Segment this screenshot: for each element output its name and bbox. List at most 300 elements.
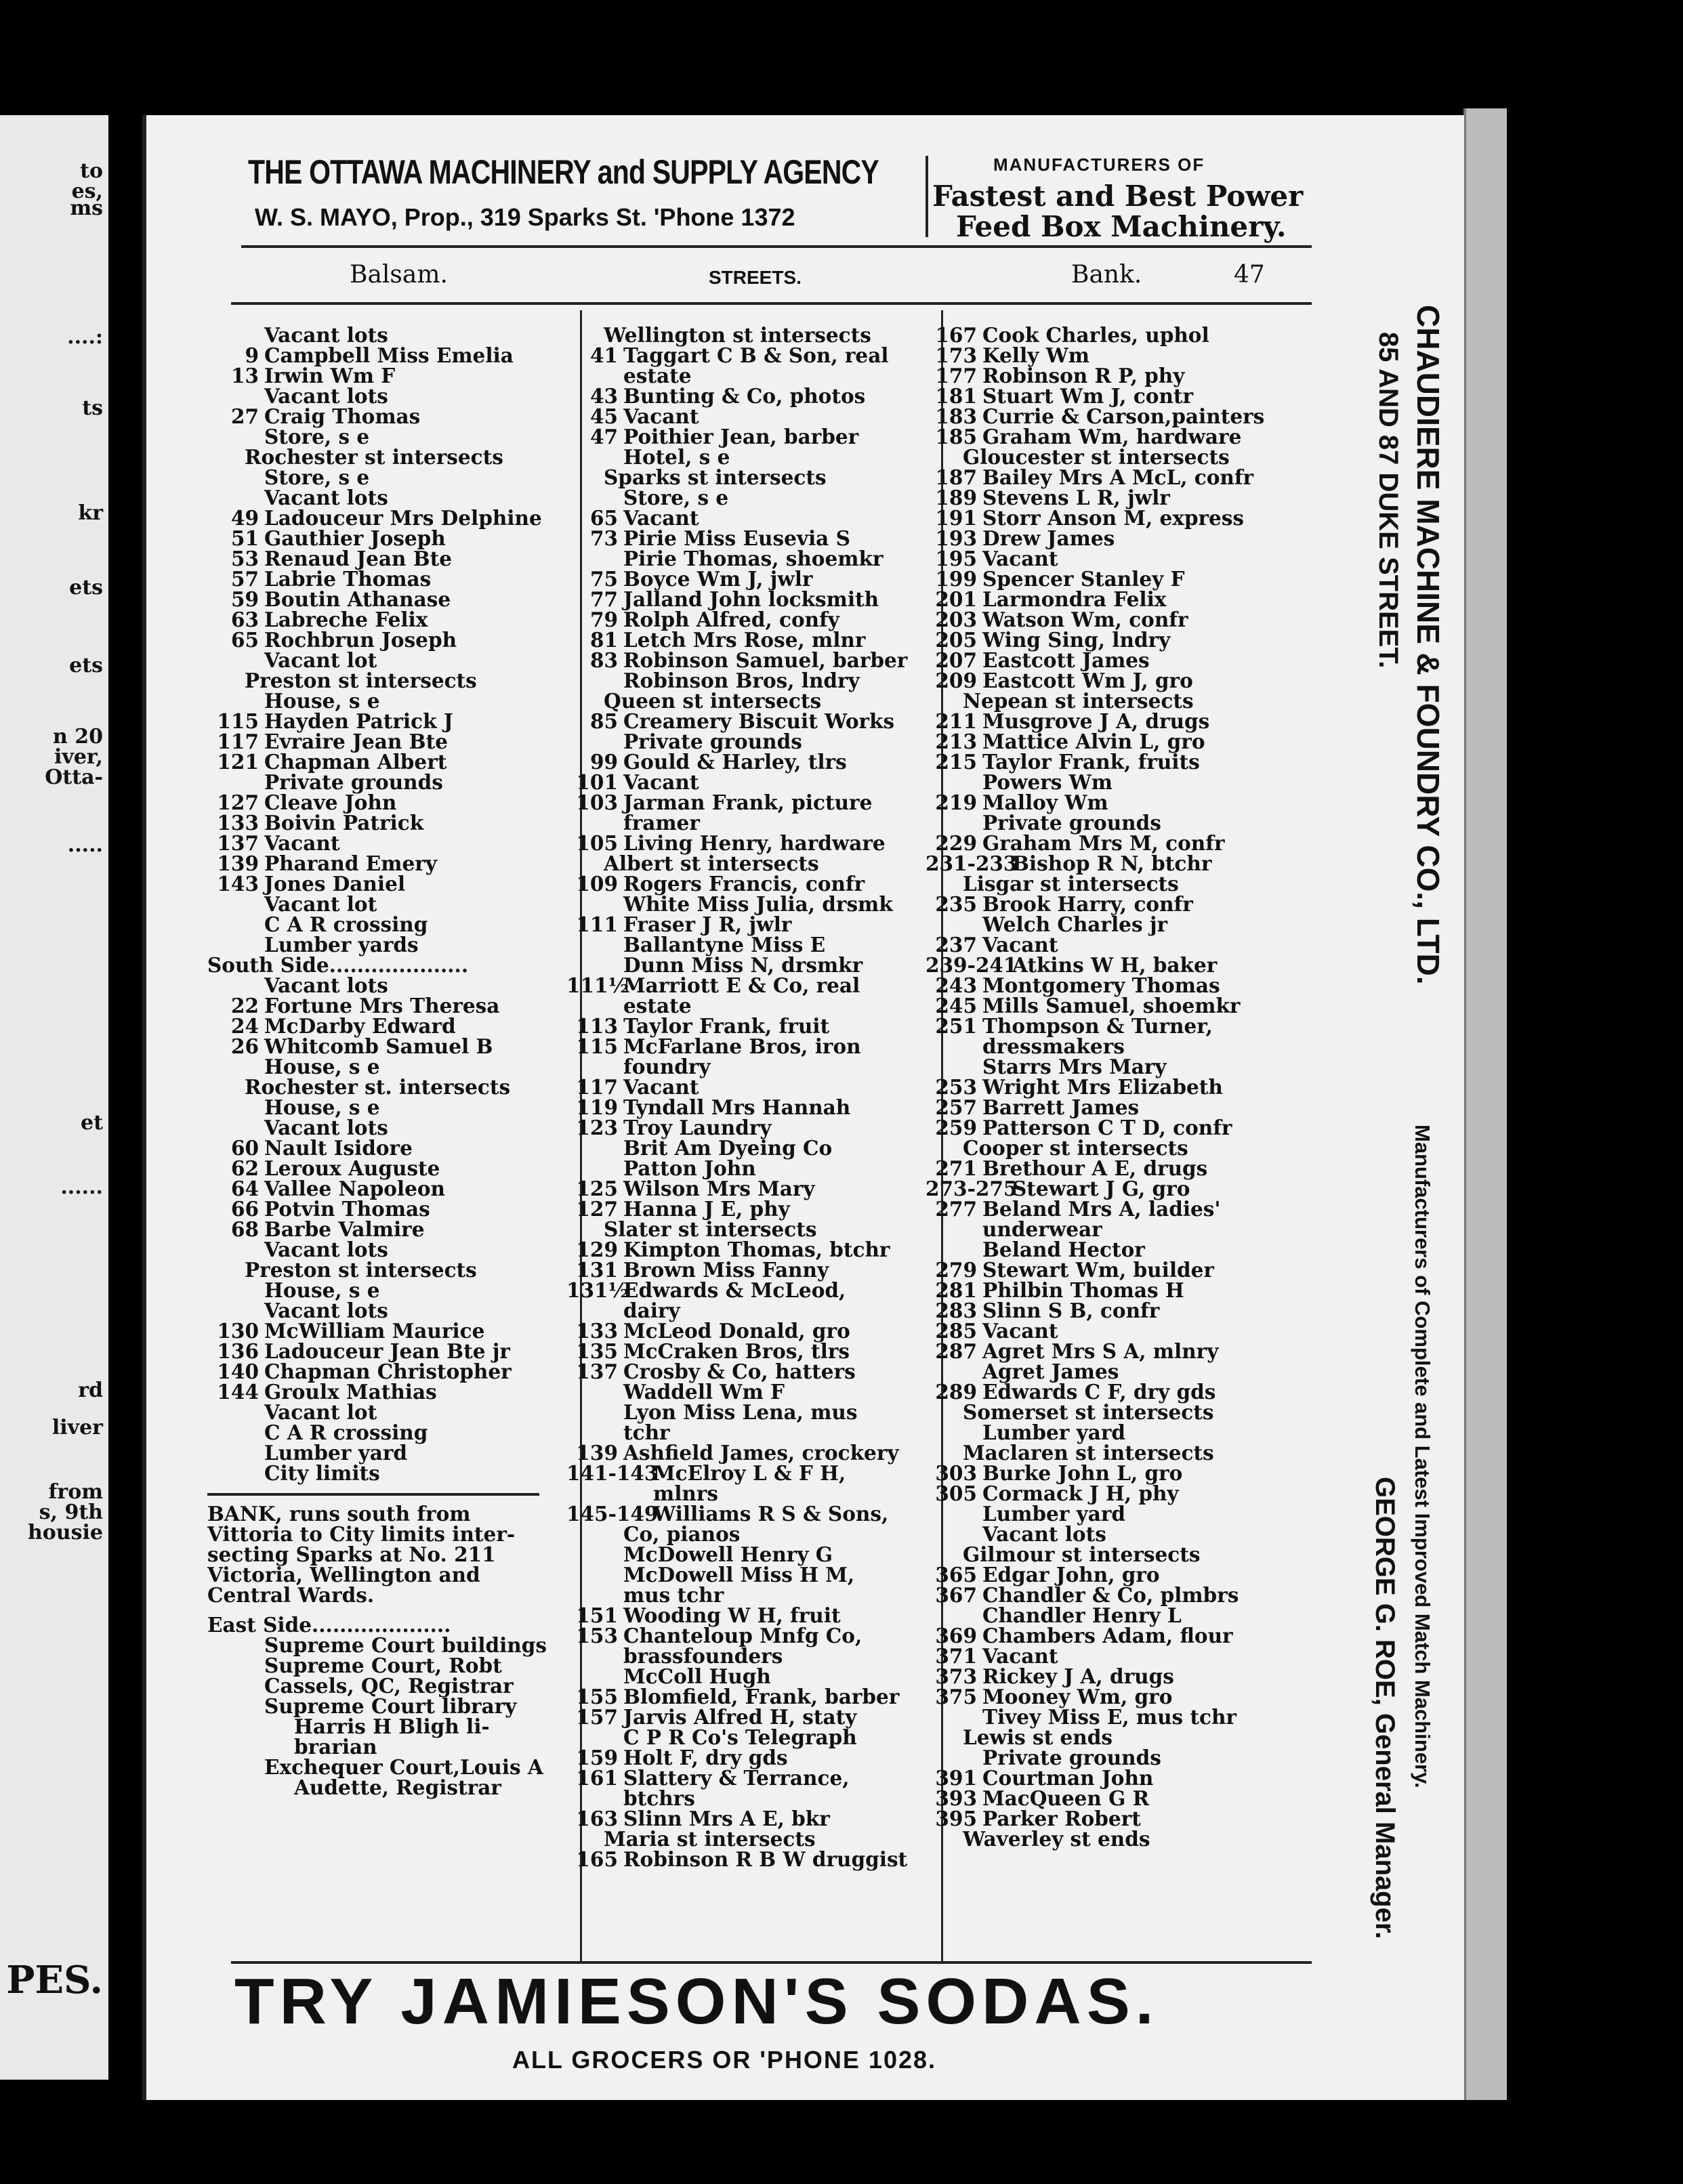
- adjacent-page-fragment: ets: [69, 576, 103, 600]
- header-title: THE OTTAWA MACHINERY and SUPPLY AGENCY: [248, 153, 879, 191]
- directory-entry: [566, 345, 919, 366]
- entry-text: Vacant lots: [264, 1116, 388, 1139]
- entry-text: Co, pianos: [623, 1522, 741, 1546]
- directory-entry: [566, 1118, 919, 1138]
- entry-text: Boivin Patrick: [264, 811, 424, 835]
- directory-entry: [926, 1097, 1278, 1118]
- entry-text: Marriott E & Co, real: [623, 973, 860, 997]
- entry-text: Patton John: [623, 1156, 756, 1180]
- directory-entry: [926, 1016, 1278, 1036]
- entry-text: Chambers Adam, flour: [982, 1624, 1233, 1647]
- entry-text: Lewis st ends: [963, 1725, 1113, 1749]
- entry-text: House, s e: [264, 1055, 380, 1078]
- street-number: 279: [935, 1258, 977, 1282]
- entry-text: Fraser J R, jwlr: [623, 912, 792, 936]
- entry-text: Chapman Christopher: [264, 1360, 512, 1383]
- street-number: 163: [576, 1807, 618, 1830]
- street-number: 73: [589, 526, 618, 550]
- directory-entry: [207, 996, 560, 1016]
- directory-entry: [926, 325, 1278, 345]
- entry-text: Whitcomb Samuel B: [264, 1034, 493, 1058]
- entry-text: Hayden Patrick J: [264, 709, 453, 733]
- header-divider: [926, 156, 928, 237]
- entry-text: McCraken Bros, tlrs: [623, 1339, 850, 1363]
- directory-entry: [926, 589, 1278, 610]
- entry-text: Preston st intersects: [245, 1258, 477, 1282]
- cross-street: [926, 1727, 1278, 1748]
- street-number: 83: [589, 648, 618, 672]
- entry-line: [926, 1423, 1278, 1443]
- street-number: 181: [935, 384, 977, 408]
- entry-text: Vacant: [623, 506, 699, 530]
- footer-rule: [231, 1961, 1312, 1964]
- street-number: 193: [935, 526, 977, 550]
- street-number: 136: [217, 1339, 259, 1363]
- entry-line: [207, 1463, 560, 1484]
- entry-line: [207, 1504, 560, 1524]
- adjacent-page-fragment: .....: [67, 833, 103, 857]
- entry-text: Dunn Miss N, drsmkr: [623, 953, 863, 977]
- header-subtitle: W. S. MAYO, Prop., 319 Sparks St. 'Phone 1372: [255, 203, 795, 231]
- entry-text: Cassels, QC, Registrar: [264, 1674, 514, 1698]
- entry-text: Wooding W H, fruit: [623, 1603, 841, 1627]
- entry-text: Boyce Wm J, jwlr: [623, 567, 813, 591]
- entry-text: Hotel, s e: [623, 445, 730, 469]
- street-number: 173: [935, 343, 977, 367]
- entry-text: MacQueen G R: [982, 1786, 1150, 1810]
- street-number: 243: [935, 973, 977, 997]
- entry-text: Vacant: [982, 933, 1058, 957]
- entry-line: [566, 671, 919, 691]
- street-number: 26: [230, 1034, 259, 1058]
- directory-entry: [926, 488, 1278, 508]
- directory-page: [142, 115, 1464, 2100]
- adjacent-page-fragment: PES.: [6, 1958, 103, 2002]
- footer-subline: ALL GROCERS OR 'PHONE 1028.: [512, 2046, 937, 2074]
- directory-entry: [207, 549, 560, 569]
- entry-line: [207, 772, 560, 793]
- directory-entry: [566, 1260, 919, 1280]
- directory-entry: [566, 874, 919, 894]
- street-number: 119: [576, 1095, 618, 1119]
- entry-text: Supreme Court library: [264, 1694, 517, 1718]
- side-ad-company: CHAUDIERE MACHINE & FOUNDRY CO., LTD.: [1411, 305, 1446, 985]
- entry-text: Rochester st. intersects: [245, 1075, 511, 1099]
- entry-line: [207, 1280, 560, 1301]
- street-number: 177: [935, 364, 977, 387]
- directory-entry: [926, 508, 1278, 528]
- street-number: 231-233: [926, 852, 1018, 875]
- entry-text: brarian: [294, 1735, 377, 1759]
- directory-entry: [566, 1077, 919, 1097]
- entry-text: Stewart Wm, builder: [982, 1258, 1214, 1282]
- directory-entry: [926, 752, 1278, 772]
- entry-text: Taylor Frank, fruits: [982, 750, 1200, 774]
- entry-line: [207, 1778, 560, 1798]
- directory-entry: [566, 610, 919, 630]
- adjacent-page-strip: [0, 115, 108, 2080]
- street-number: 99: [589, 750, 618, 774]
- street-number: 367: [935, 1583, 977, 1607]
- entry-text: Private grounds: [982, 811, 1161, 835]
- street-number: 135: [576, 1339, 618, 1363]
- directory-entry: [926, 1341, 1278, 1362]
- side-advertisement: [1346, 305, 1461, 2039]
- entry-line: [207, 386, 560, 406]
- entry-text: Rickey J A, drugs: [982, 1664, 1174, 1688]
- entry-text: Beland Hector: [982, 1238, 1145, 1261]
- entry-line: [566, 1423, 919, 1443]
- entry-text: Barbe Valmire: [264, 1217, 425, 1241]
- entry-text: Supreme Court buildings: [264, 1633, 547, 1657]
- entry-text: Vacant lots: [982, 1522, 1106, 1546]
- entry-text: Craig Thomas: [264, 404, 421, 428]
- street-number: 133: [576, 1319, 618, 1343]
- street-number: 251: [935, 1014, 977, 1038]
- entry-line: [207, 1097, 560, 1118]
- street-number: 113: [576, 1014, 618, 1038]
- page-number: 47: [1234, 261, 1265, 289]
- cross-street: [566, 854, 919, 874]
- cross-street: [926, 1829, 1278, 1849]
- entry-text: McDarby Edward: [264, 1014, 456, 1038]
- entry-text: mlnrs: [653, 1482, 719, 1505]
- directory-entry: [566, 1280, 919, 1301]
- directory-entry: [926, 406, 1278, 427]
- entry-text: Evraire Jean Bte: [264, 730, 448, 753]
- entry-text: Vacant lot: [264, 648, 377, 672]
- directory-entry: [926, 345, 1278, 366]
- entry-text: Gloucester st intersects: [963, 445, 1230, 469]
- street-number: 365: [935, 1563, 977, 1587]
- directory-entry: [566, 1341, 919, 1362]
- entry-text: Audette, Registrar: [294, 1776, 501, 1799]
- entry-text: Musgrove J A, drugs: [982, 709, 1210, 733]
- directory-entry: [926, 671, 1278, 691]
- street-number: 229: [935, 831, 977, 855]
- entry-text: Kelly Wm: [982, 343, 1089, 367]
- entry-text: foundry: [623, 1055, 711, 1078]
- directory-entry: [926, 427, 1278, 447]
- directory-entry: [926, 1687, 1278, 1707]
- directory-entry: [566, 1748, 919, 1768]
- entry-line: [566, 1158, 919, 1179]
- directory-entry: [207, 1016, 560, 1036]
- entry-text: Campbell Miss Emelia: [264, 343, 514, 367]
- entry-text: Waddell Wm F: [623, 1380, 785, 1404]
- adjacent-page-fragment: housie: [27, 1521, 103, 1545]
- column-3: [926, 325, 1278, 1849]
- directory-entry: [566, 1463, 919, 1484]
- street-number: 201: [935, 587, 977, 611]
- directory-entry: [207, 630, 560, 650]
- directory-entry: [926, 1280, 1278, 1301]
- directory-entry: [926, 1321, 1278, 1341]
- entry-text: Vacant: [264, 831, 340, 855]
- entry-text: Welch Charles jr: [982, 912, 1168, 936]
- entry-text: White Miss Julia, drsmk: [623, 892, 893, 916]
- directory-entry: [566, 386, 919, 406]
- header-slogan-line1: Fastest and Best Power: [932, 180, 1304, 213]
- entry-line: [566, 1301, 919, 1321]
- directory-entry: [566, 427, 919, 447]
- entry-text: Rochester st intersects: [245, 445, 503, 469]
- entry-line: [207, 1585, 560, 1605]
- street-number: 65: [589, 506, 618, 530]
- entry-text: Bishop R N, btchr: [1012, 852, 1212, 875]
- street-number: 187: [935, 465, 977, 489]
- entry-text: Pirie Miss Eusevia S: [623, 526, 850, 550]
- directory-entry: [926, 732, 1278, 752]
- directory-entry: [207, 752, 560, 772]
- entry-line: [207, 650, 560, 671]
- side-ad-products: Manufacturers of Complete and Latest Improved Match Machinery.: [1411, 1125, 1434, 1788]
- entry-text: Graham Wm, hardware: [982, 425, 1242, 448]
- entry-text: Jalland John locksmith: [623, 587, 879, 611]
- street-number: 115: [217, 709, 259, 733]
- adjacent-page-fragment: to: [80, 159, 103, 183]
- entry-text: Slinn S B, confr: [982, 1299, 1160, 1322]
- entry-text: Chanteloup Mnfg Co,: [623, 1624, 863, 1647]
- entry-line: [566, 1057, 919, 1077]
- entry-line: [566, 996, 919, 1016]
- street-number: 237: [935, 933, 977, 957]
- directory-entry: [566, 1016, 919, 1036]
- entry-text: Edwards & McLeod,: [623, 1278, 846, 1302]
- street-number: 123: [576, 1116, 618, 1139]
- cross-street: [926, 691, 1278, 711]
- directory-entry: [926, 1158, 1278, 1179]
- directory-entry: [207, 1179, 560, 1199]
- entry-text: Chapman Albert: [264, 750, 447, 774]
- entry-text: Boutin Athanase: [264, 587, 451, 611]
- entry-text: Vacant lots: [264, 1299, 388, 1322]
- entry-text: Jarman Frank, picture: [623, 791, 873, 814]
- entry-text: Lumber yard: [982, 1421, 1126, 1444]
- street-number: 305: [935, 1482, 977, 1505]
- entry-text: dressmakers: [982, 1034, 1125, 1058]
- entry-text: Edgar John, gro: [982, 1563, 1160, 1587]
- directory-entry: [566, 1605, 919, 1626]
- entry-text: Slattery & Terrance,: [623, 1766, 850, 1790]
- street-number: 109: [576, 872, 618, 896]
- entry-text: Ladouceur Mrs Delphine: [264, 506, 542, 530]
- running-head-left: Balsam.: [350, 261, 448, 289]
- cross-street: [207, 447, 560, 467]
- entry-text: Bunting & Co, photos: [623, 384, 866, 408]
- entry-text: Ashfield James, crockery: [623, 1441, 899, 1465]
- street-number: 111½: [566, 973, 629, 997]
- entry-text: Mills Samuel, shoemkr: [982, 994, 1241, 1017]
- entry-line: [926, 1748, 1278, 1768]
- directory-entry: [926, 386, 1278, 406]
- adjacent-page-fragment: from: [48, 1480, 103, 1504]
- directory-entry: [566, 1240, 919, 1260]
- entry-text: Bailey Mrs A McL, confr: [982, 465, 1254, 489]
- cross-street: [926, 1443, 1278, 1463]
- entry-line: [207, 691, 560, 711]
- directory-entry: [926, 1484, 1278, 1504]
- entry-text: Jarvis Alfred H, staty: [623, 1705, 857, 1729]
- street-number: 205: [935, 628, 977, 652]
- entry-text: Crosby & Co, hatters: [623, 1360, 856, 1383]
- entry-text: estate: [623, 994, 692, 1017]
- street-number: 45: [589, 404, 618, 428]
- entry-text: C P R Co's Telegraph: [623, 1725, 857, 1749]
- entry-text: Vacant: [623, 770, 699, 794]
- cross-street: [926, 874, 1278, 894]
- directory-entry: [566, 833, 919, 854]
- entry-text: Hanna J E, phy: [623, 1197, 790, 1221]
- entry-text: McLeod Donald, gro: [623, 1319, 850, 1343]
- entry-text: Albert st intersects: [604, 852, 819, 875]
- directory-entry: [207, 1138, 560, 1158]
- street-number: 121: [217, 750, 259, 774]
- entry-text: Lumber yard: [982, 1502, 1126, 1526]
- street-number: 203: [935, 608, 977, 631]
- directory-entry: [566, 508, 919, 528]
- street-number: 60: [230, 1136, 259, 1160]
- directory-entry: [207, 508, 560, 528]
- directory-entry: [926, 894, 1278, 915]
- entry-text: Labreche Felix: [264, 608, 428, 631]
- directory-entry: [926, 1565, 1278, 1585]
- directory-entry: [566, 711, 919, 732]
- running-head-right: Bank.: [1071, 261, 1142, 289]
- directory-entry: [566, 1687, 919, 1707]
- street-number: 285: [935, 1319, 977, 1343]
- entry-text: Slater st intersects: [604, 1217, 817, 1241]
- directory-entry: [566, 1809, 919, 1829]
- entry-text: Vittoria to City limits inter-: [207, 1522, 516, 1546]
- entry-line: [207, 1118, 560, 1138]
- directory-entry: [926, 528, 1278, 549]
- entry-text: brassfounders: [623, 1644, 783, 1668]
- entry-text: Vacant lots: [264, 486, 388, 509]
- entry-text: Central Wards.: [207, 1583, 375, 1607]
- entry-text: Maria st intersects: [604, 1827, 816, 1851]
- directory-entry: [926, 955, 1278, 975]
- street-number: 127: [576, 1197, 618, 1221]
- directory-entry: [207, 569, 560, 589]
- street-number: 127: [217, 791, 259, 814]
- adjacent-page-fragment: liver: [51, 1416, 103, 1440]
- directory-entry: [207, 610, 560, 630]
- street-number: 139: [217, 852, 259, 875]
- entry-text: Irwin Wm F: [264, 364, 396, 387]
- street-number: 189: [935, 486, 977, 509]
- directory-entry: [207, 854, 560, 874]
- entry-text: Larmondra Felix: [982, 587, 1167, 611]
- entry-line: [207, 1301, 560, 1321]
- entry-text: mus tchr: [623, 1583, 724, 1607]
- entry-line: [926, 1219, 1278, 1240]
- entry-text: btchrs: [623, 1786, 695, 1810]
- entry-text: tchr: [623, 1421, 670, 1444]
- entry-text: Patterson C T D, confr: [982, 1116, 1232, 1139]
- street-number: 103: [576, 791, 618, 814]
- directory-entry: [926, 1179, 1278, 1199]
- directory-entry: [566, 772, 919, 793]
- directory-entry: [926, 1260, 1278, 1280]
- entry-line: [566, 894, 919, 915]
- street-number: 395: [935, 1807, 977, 1830]
- entry-text: Pirie Thomas, shoemkr: [623, 547, 884, 570]
- street-number: 143: [217, 872, 259, 896]
- street-number: 287: [935, 1339, 977, 1363]
- directory-entry: [566, 1707, 919, 1727]
- street-number: 167: [935, 323, 977, 347]
- directory-entry: [926, 1788, 1278, 1809]
- entry-text: Stevens L R, jwlr: [982, 486, 1170, 509]
- entry-line: [566, 1646, 919, 1666]
- entry-line: [926, 1240, 1278, 1260]
- directory-entry: [926, 1118, 1278, 1138]
- directory-entry: [207, 874, 560, 894]
- entry-text: South Side....................: [207, 953, 469, 977]
- street-number: 24: [230, 1014, 259, 1038]
- directory-entry: [566, 1626, 919, 1646]
- directory-entry: [207, 732, 560, 752]
- street-number: 369: [935, 1624, 977, 1647]
- directory-entry: [207, 1199, 560, 1219]
- page-edge: [1463, 108, 1507, 2100]
- entry-text: Vacant: [623, 1075, 699, 1099]
- street-number: 13: [230, 364, 259, 387]
- entry-text: Vacant lots: [264, 384, 388, 408]
- directory-entry: [926, 1768, 1278, 1788]
- directory-entry: [926, 549, 1278, 569]
- entry-text: Wing Sing, lndry: [982, 628, 1171, 652]
- directory-entry: [207, 366, 560, 386]
- directory-entry: [926, 1382, 1278, 1402]
- street-number: 195: [935, 547, 977, 570]
- directory-entry: [566, 1097, 919, 1118]
- entry-line: [207, 1443, 560, 1463]
- entry-text: Vacant: [982, 547, 1058, 570]
- street-number: 165: [576, 1847, 618, 1871]
- entry-line: [566, 549, 919, 569]
- header-slogan-line2: Feed Box Machinery.: [956, 210, 1287, 243]
- directory-entry: [926, 1646, 1278, 1666]
- street-number: 213: [935, 730, 977, 753]
- directory-entry: [926, 975, 1278, 996]
- street-number: 219: [935, 791, 977, 814]
- entry-text: Montgomery Thomas: [982, 973, 1220, 997]
- entry-line: [207, 975, 560, 996]
- entry-text: Lumber yard: [264, 1441, 408, 1465]
- entry-line: [207, 1565, 560, 1585]
- entry-text: McElroy L & F H,: [653, 1461, 846, 1485]
- directory-entry: [566, 1362, 919, 1382]
- directory-entry: [566, 1179, 919, 1199]
- entry-line: [207, 1737, 560, 1757]
- entry-line: [566, 488, 919, 508]
- street-number: 199: [935, 567, 977, 591]
- entry-text: Vacant lots: [264, 1238, 388, 1261]
- cross-street: [566, 1829, 919, 1849]
- entry-text: House, s e: [264, 1278, 380, 1302]
- entry-line: [207, 912, 560, 936]
- entry-text: Edwards C F, dry gds: [982, 1380, 1216, 1404]
- entry-text: BANK, runs south from: [207, 1502, 471, 1526]
- directory-entry: [926, 1199, 1278, 1219]
- entry-text: Sparks st intersects: [604, 465, 827, 489]
- street-number: 283: [935, 1299, 977, 1322]
- directory-entry: [566, 1768, 919, 1788]
- adjacent-page-fragment: n 20: [52, 725, 103, 749]
- entry-text: Harris H Bligh li-: [294, 1715, 490, 1738]
